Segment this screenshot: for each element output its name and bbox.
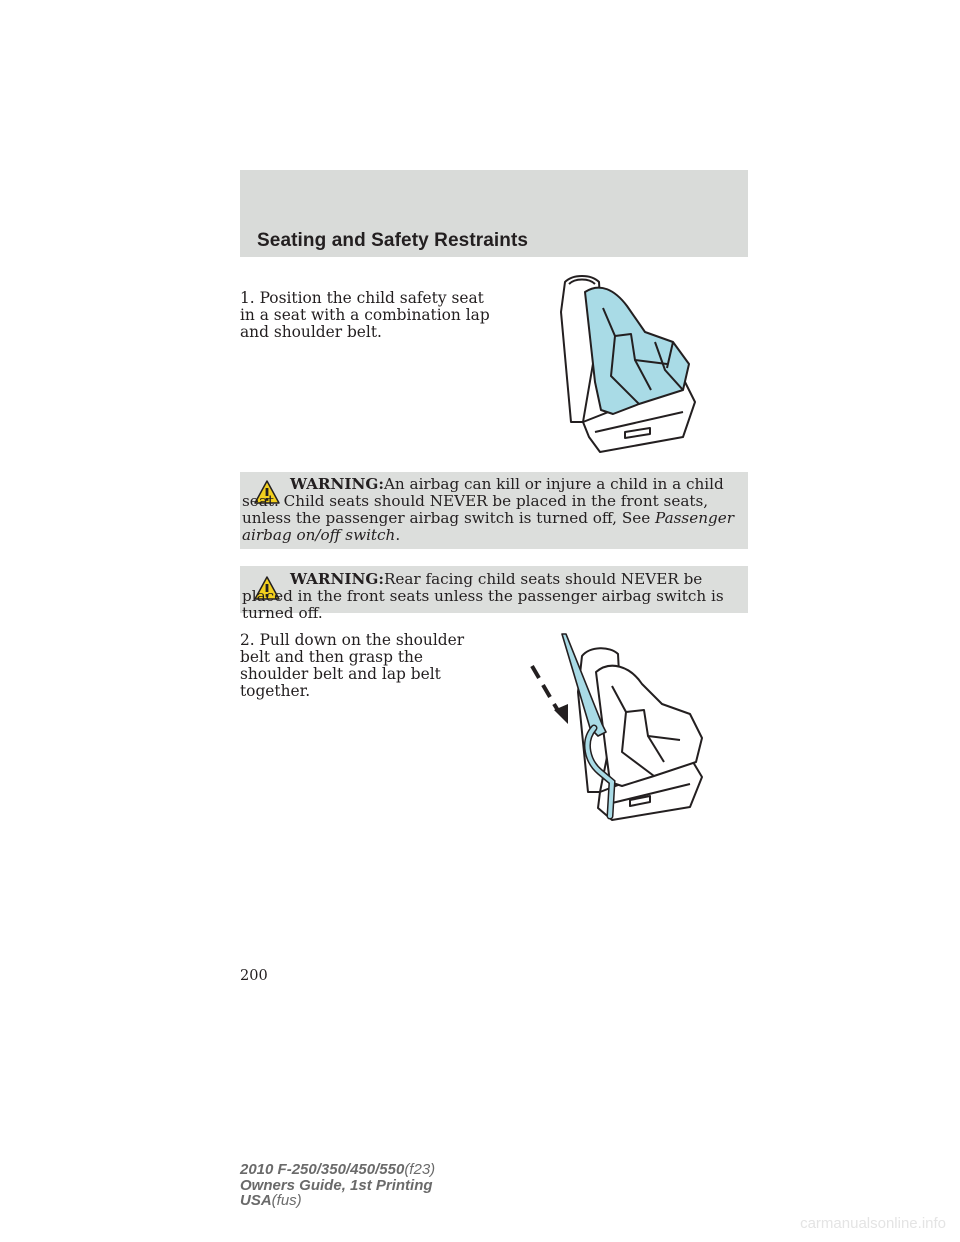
warning-2-text — [242, 571, 740, 622]
section-header — [240, 170, 748, 257]
footer-model: 2010 F-250/350/450/550 — [240, 1161, 405, 1178]
warning-2-body: Rear facing child seats should NEVER be placed in the front seats unless the passenger airbag switch is turned off. — [242, 570, 724, 622]
watermark: carmanualsonline.info — [800, 1215, 946, 1232]
step-1-text: 1. Position the child safety seat in a seat with a combination lap and shoulder belt. — [240, 289, 490, 341]
warning-1-end: . — [395, 526, 401, 544]
footer-guide: Owners Guide, 1st Printing — [240, 1176, 433, 1194]
passenger-airbag-reference: Passenger airbag on/off switch — [242, 509, 734, 544]
warning-1-label: WARNING: — [290, 475, 384, 493]
page-number: 200 — [240, 968, 268, 984]
footer-region: USA — [240, 1192, 272, 1209]
warning-2-label: WARNING: — [290, 570, 384, 588]
warning-1-body: An airbag can kill or injure a child in a child seat. Child seats should NEVER be placed in the front seats, unless the passenger airbag switch is turned off, See — [242, 475, 724, 527]
warning-box-2 — [240, 566, 748, 622]
warning-box-1 — [240, 472, 748, 549]
step-2-text: 2. Pull down on the shoulder belt and then grasp the shoulder belt and lap belt together. — [240, 631, 465, 700]
shoulder-belt-illustration — [530, 632, 712, 822]
footer-model-code: (f23) — [404, 1161, 436, 1178]
footer-region-code: (fus) — [271, 1192, 302, 1209]
warning-1-text — [242, 476, 740, 544]
child-seat-illustration — [555, 272, 705, 454]
document-footer — [240, 1162, 435, 1209]
section-title: Seating and Safety Restraints — [257, 230, 529, 251]
